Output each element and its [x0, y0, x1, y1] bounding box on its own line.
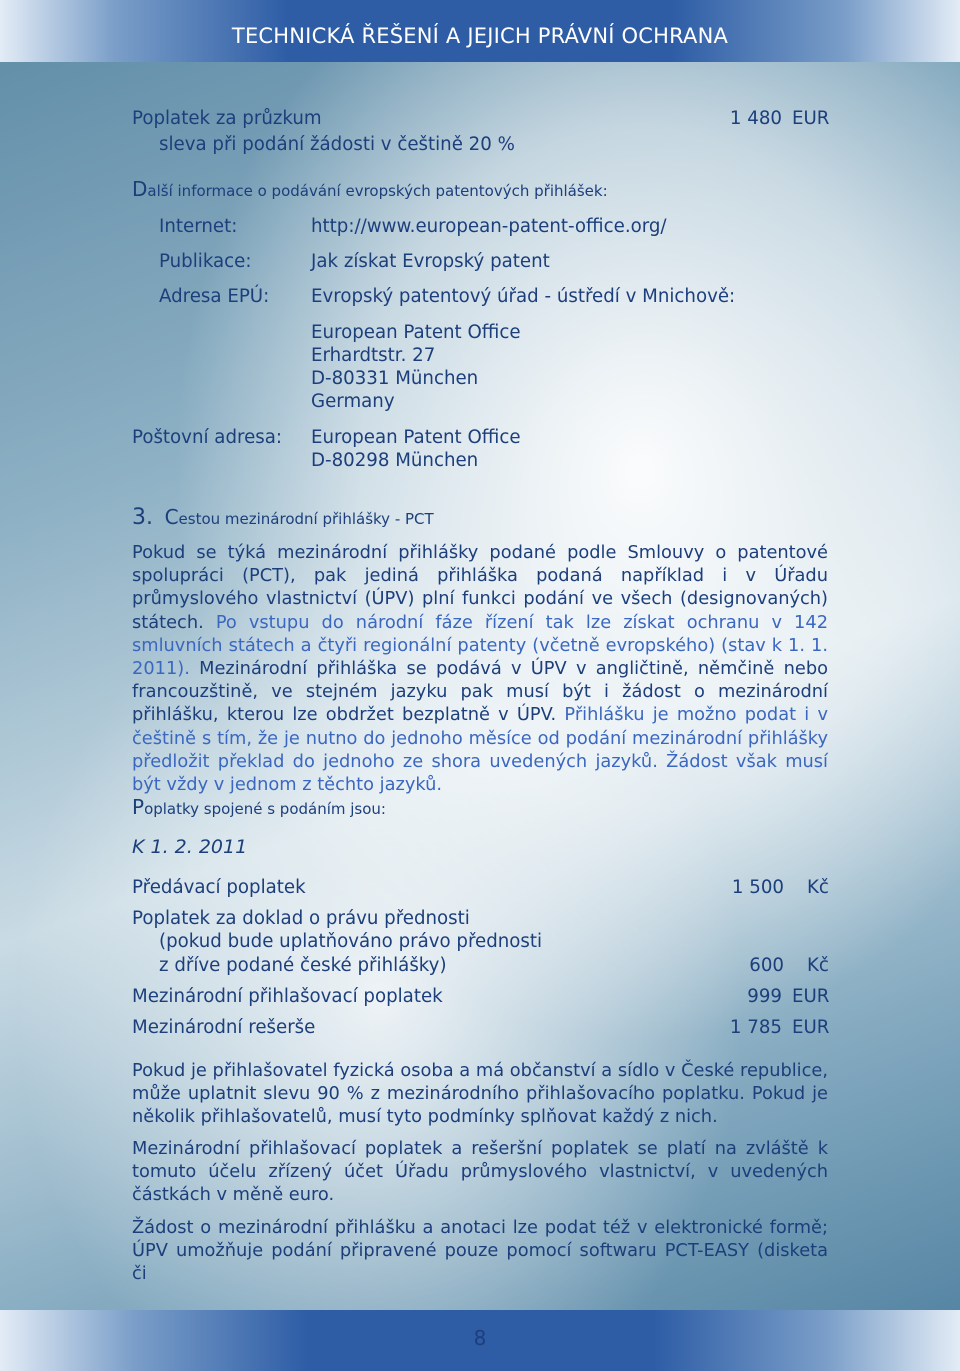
paragraph-payment: Mezinárodní přihlašovací poplatek a rešeršní poplatek se platí na zvláště k tomuto účelu zřízený účet Úřadu průmyslového vlastnictví, v uvedených částkách v měně euro. [132, 1138, 828, 1206]
transfer-fee-amount: 1 500 [731, 877, 784, 898]
publication-label: Publikace: [159, 251, 252, 272]
priority-fee-note: (pokud bude uplatňováno právo přednosti [159, 931, 543, 952]
address-line: Germany [311, 391, 395, 412]
intl-fee-amount: 999 [747, 986, 782, 1007]
header-band [0, 0, 960, 62]
info-heading: Další informace o podávání evropských patentových přihlášek: [132, 177, 608, 201]
section-heading-pct: 3. Cestou mezinárodní přihlášky - PCT [132, 505, 434, 530]
fees-date: K 1. 2. 2011 [132, 836, 248, 858]
address-line: D-80331 München [311, 368, 479, 389]
intl-fee-currency: EUR [792, 986, 830, 1007]
publication-value: Jak získat Evropský patent [311, 251, 550, 272]
search-fee-discount: sleva při podání žádosti v češtině 20 % [159, 134, 515, 155]
address-label: Adresa EPÚ: [159, 286, 270, 307]
address-line: European Patent Office [311, 322, 521, 343]
address-intro: Evropský patentový úřad - ústředí v Mnichově: [311, 286, 736, 307]
search-fee-label: Poplatek za průzkum [132, 108, 322, 129]
intl-fee-label: Mezinárodní přihlašovací poplatek [132, 986, 443, 1007]
search-fee-intl-amount: 1 785 [729, 1017, 782, 1038]
postal-line: European Patent Office [311, 427, 521, 448]
postal-line: D-80298 München [311, 450, 479, 471]
priority-fee-label: Poplatek za doklad o právu přednosti [132, 908, 470, 929]
address-line: Erhardtstr. 27 [311, 345, 436, 366]
postal-label: Poštovní adresa: [132, 427, 283, 448]
paragraph-electronic: Žádost o mezinárodní přihlášku a anotaci lze podat též v elektronické formě; ÚPV umožňuje podání připravené pouze pomocí softwaru PCT-EASY (disketa či [132, 1217, 828, 1285]
running-header-title: TECHNICKÁ ŘEŠENÍ A JEJICH PRÁVNÍ OCHRANA [231, 24, 729, 48]
paragraph-discount: Pokud je přihlašovatel fyzická osoba a má občanství a sídlo v České republice, může uplatnit slevu 90 % z mezinárodního přihlašovacího poplatku. Pokud je několik přihlašovatelů, musí tyto podmínky splňovat každý z nich. [132, 1060, 828, 1128]
internet-label: Internet: [159, 216, 238, 237]
page-number: 8 [473, 1326, 487, 1350]
transfer-fee-currency: Kč [807, 877, 829, 898]
pct-paragraph: Pokud se týká mezinárodní přihlášky podané podle Smlouvy o patentové spolupráci (PCT), pak jediná přihláška podaná například i v Úřadu průmyslového vlastnictví (ÚPV) plní funkci podání ve všech (designovaných) státech. Po vstupu do národní fáze řízení tak lze získat ochranu v 142 smluvních státech a čtyři regionální patenty (včetně evropského) (stav k 1. 1. 2011). Mezinárodní přihláška se podává v ÚPV v angličtině, němčině nebo francouzštině, ve stejném jazyku pak musí být i žádost o mezinárodní přihlášku, kterou lze obdržet bezplatně v ÚPV. Přihlášku je možno podat i v češtině s tím, že je nutno do jednoho měsíce od podání mezinárodní přihlášky předložit překlad do jednoho ze shora uvedených jazyků. Žádost však musí být vždy v jednom z těchto jazyků. [132, 542, 829, 796]
search-fee-currency: EUR [792, 108, 830, 129]
transfer-fee-label: Předávací poplatek [132, 877, 306, 898]
internet-link[interactable]: http://www.european-patent-office.org/ [311, 216, 667, 237]
priority-fee-currency: Kč [807, 955, 829, 976]
priority-fee-amount: 600 [749, 955, 784, 976]
search-fee-intl-label: Mezinárodní rešerše [132, 1017, 316, 1038]
search-fee-intl-currency: EUR [792, 1017, 830, 1038]
search-fee-amount: 1 480 [729, 108, 782, 129]
priority-fee-note: z dříve podané české přihlášky) [159, 955, 447, 976]
fees-heading: Poplatky spojené s podáním jsou: [132, 795, 386, 819]
